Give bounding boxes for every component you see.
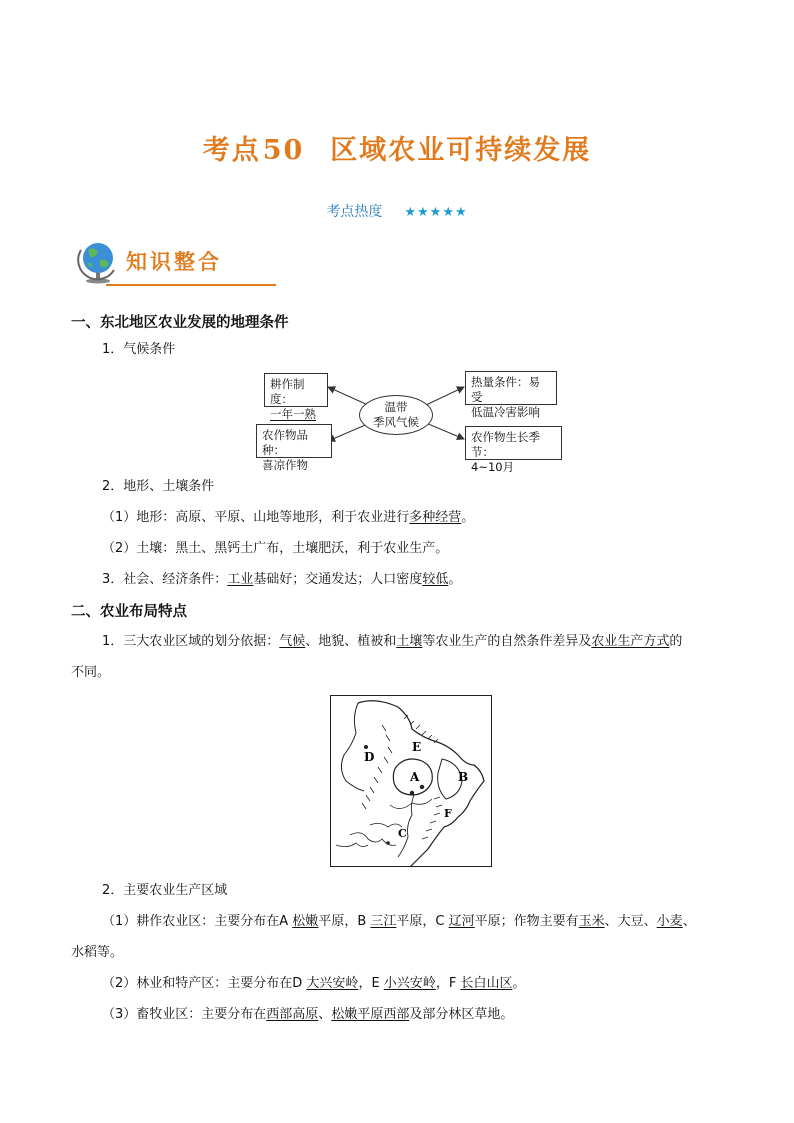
para-soil: （2）土壤：黑土、黑钙土广布，土壤肥沃，利于农业生产。 — [102, 541, 449, 556]
text: 1．三大农业区域的划分依据： — [102, 634, 280, 649]
answer-underline: 土壤 — [396, 634, 423, 649]
answer-underline: 气候 — [279, 634, 306, 649]
text: （3）畜牧业区：主要分布在 — [102, 1007, 267, 1022]
box-growing-season-line1: 农作物生长季节： — [471, 430, 540, 459]
answer-underline: 玉米 — [578, 914, 605, 929]
text: 平原，B — [318, 914, 371, 929]
text: 及部分林区草地。 — [409, 1007, 514, 1022]
text: 等农业生产的自然条件差异及 — [422, 634, 592, 649]
center-climate-line1: 温带 — [384, 400, 408, 414]
box-farming-system-line2: 一年一熟 — [270, 407, 316, 421]
center-climate-oval — [359, 395, 433, 435]
heading-2: 二、农业布局特点 — [71, 604, 187, 620]
map-label-c: C — [398, 827, 407, 840]
answer-underline: 大兴安岭 — [306, 976, 359, 991]
text: 基础好；交通发达；人口密度 — [253, 572, 423, 587]
answer-underline: 辽河 — [448, 914, 475, 929]
section-badge-underline — [106, 284, 276, 286]
box-farming-system-line1: 耕作制度： — [270, 377, 305, 406]
center-climate-line2: 季风气候 — [373, 415, 419, 429]
title-prefix: 考点 — [202, 135, 261, 166]
text: 。 — [461, 510, 475, 525]
answer-underline: 较低 — [422, 572, 449, 587]
text: 、 — [682, 914, 696, 929]
answer-underline: 工业 — [227, 572, 254, 587]
box-growing-season — [465, 426, 562, 474]
para-division-basis — [102, 632, 682, 652]
text: （1）地形：高原、平原、山地等地形，利于农业进行 — [102, 510, 410, 525]
heading-1: 一、东北地区农业发展的地理条件 — [71, 315, 289, 331]
text: 、地貌、植被和 — [305, 634, 397, 649]
page-title — [0, 128, 794, 167]
text: 。 — [512, 976, 526, 991]
text: 平原；作物主要有 — [474, 914, 579, 929]
text: ，F — [435, 976, 461, 991]
text: 平原，C — [396, 914, 449, 929]
box-growing-season-line2: 4~10月 — [471, 460, 515, 474]
map-label-f: F — [444, 807, 452, 820]
map-label-e: E — [412, 740, 422, 754]
subheading-terrain-soil: 2．地形、土壤条件 — [102, 479, 215, 494]
map-label-a: A — [410, 770, 420, 784]
box-heat-condition-line2: 低温冷害影响 — [471, 405, 540, 419]
title-topic: 区域农业可持续发展 — [330, 135, 592, 166]
para-division-basis-cont: 不同。 — [71, 665, 111, 680]
box-crop-variety-line1: 农作物品种： — [262, 428, 308, 457]
answer-underline: 小兴安岭 — [383, 976, 436, 991]
box-heat-condition — [465, 371, 557, 419]
answer-underline: 西部高原 — [266, 1007, 319, 1022]
map-label-b: B — [458, 770, 469, 784]
text: 的 — [669, 634, 683, 649]
globe-icon — [76, 240, 120, 284]
para-social-economic — [102, 570, 461, 590]
heat-stars: ★★★★★ — [404, 205, 468, 220]
box-farming-system — [264, 373, 328, 421]
section-badge — [76, 238, 276, 290]
box-heat-condition-line1: 热量条件：易受 — [471, 375, 540, 404]
answer-underline: 多种经营 — [409, 510, 462, 525]
subheading-regions: 2．主要农业生产区域 — [102, 883, 228, 898]
box-crop-variety — [256, 424, 332, 472]
answer-underline: 农业生产方式 — [591, 634, 670, 649]
text: 3．社会、经济条件： — [102, 572, 228, 587]
heat-label: 考点热度 — [326, 204, 383, 220]
answer-underline: 长白山区 — [460, 976, 513, 991]
box-crop-variety-line2: 喜凉作物 — [262, 458, 308, 472]
answer-underline: 松嫩 — [292, 914, 319, 929]
para-forest-region — [102, 974, 525, 994]
title-number: 50 — [262, 135, 305, 166]
text: （2）林业和特产区：主要分布在D — [102, 976, 307, 991]
subheading-climate: 1．气候条件 — [102, 342, 176, 357]
text: 、大豆、 — [604, 914, 657, 929]
answer-underline: 三江 — [370, 914, 397, 929]
text: （1）耕作农业区：主要分布在A — [102, 914, 293, 929]
answer-underline: 松嫩平原西部 — [331, 1007, 410, 1022]
para-farming-region — [102, 912, 696, 932]
heat-rating — [0, 201, 794, 221]
text: 、 — [318, 1007, 332, 1022]
para-terrain — [102, 508, 474, 528]
text: 。 — [448, 572, 462, 587]
section-badge-text: 知识整合 — [126, 250, 222, 274]
answer-underline: 小麦 — [656, 914, 683, 929]
para-farming-region-cont: 水稻等。 — [71, 945, 124, 960]
text: ，E — [358, 976, 384, 991]
northeast-china-map — [330, 695, 492, 867]
map-label-d: D — [364, 750, 375, 764]
para-pasture-region — [102, 1005, 513, 1025]
